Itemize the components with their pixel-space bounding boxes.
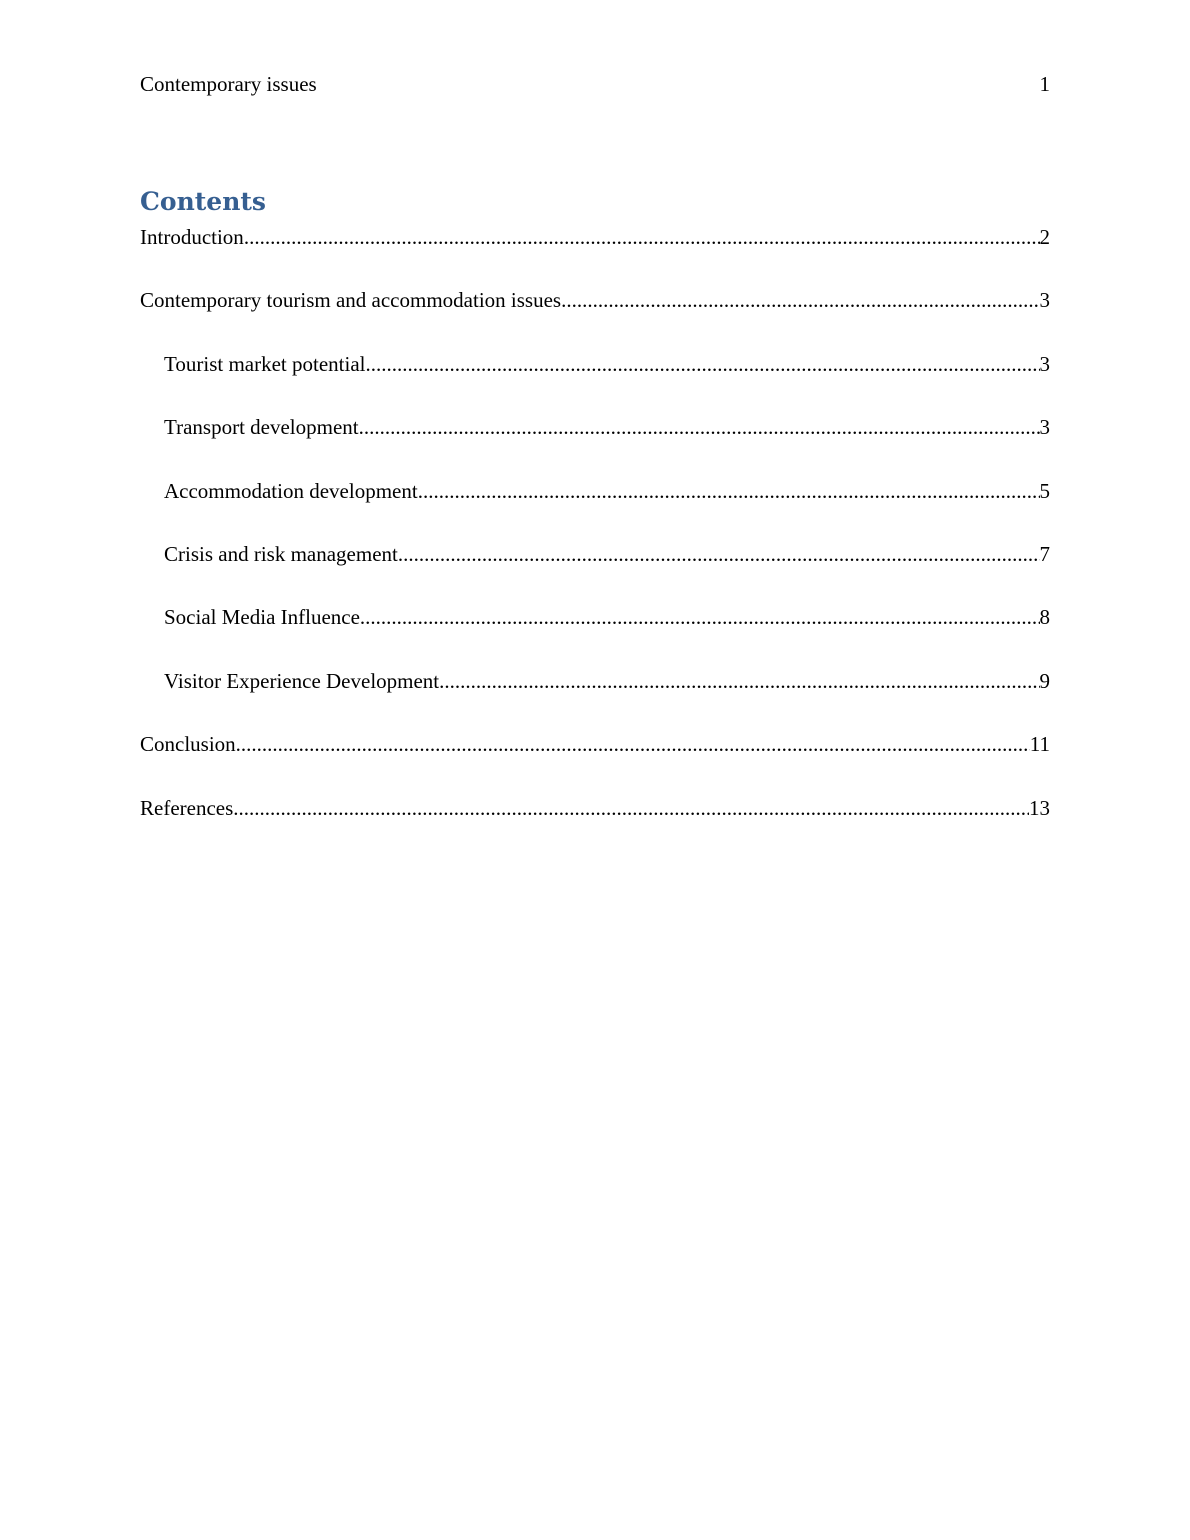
toc-entry-page: 3: [1039, 288, 1050, 313]
dot-leader: [233, 793, 1029, 823]
toc-entry-introduction[interactable]: [140, 222, 1050, 285]
page-header: [140, 70, 1050, 98]
dot-leader: [561, 285, 1039, 315]
toc-entry-title: Tourist market potential: [164, 351, 366, 376]
running-head: Contemporary issues: [140, 72, 317, 96]
dot-leader: [418, 476, 1040, 506]
toc-entry-accommodation-development[interactable]: [140, 476, 1050, 539]
toc-entry-page: 3: [1039, 351, 1050, 376]
toc-entry-page: 2: [1039, 225, 1050, 249]
toc-entry-page: 13: [1029, 795, 1050, 820]
table-of-contents: [140, 222, 1050, 856]
toc-entry-title: Crisis and risk management: [164, 541, 398, 566]
toc-entry-title: Visitor Experience Development: [164, 668, 440, 693]
toc-entry-social-media-influence[interactable]: [140, 602, 1050, 665]
toc-entry-page: 8: [1039, 605, 1050, 630]
toc-entry-transport-development[interactable]: [140, 412, 1050, 475]
dot-leader: [439, 666, 1039, 696]
dot-leader: [360, 602, 1040, 632]
toc-entry-title: Transport development: [164, 415, 359, 440]
toc-entry-title: Conclusion: [140, 732, 236, 757]
dot-leader: [244, 222, 1040, 252]
toc-entry-title: Accommodation development: [164, 478, 418, 503]
dot-leader: [236, 729, 1030, 759]
dot-leader: [359, 412, 1040, 442]
toc-entry-crisis-risk-management[interactable]: [140, 539, 1050, 602]
toc-entry-page: 3: [1039, 415, 1050, 440]
toc-entry-title: Contemporary tourism and accommodation issues: [140, 288, 562, 313]
toc-entry-visitor-experience[interactable]: [140, 666, 1050, 729]
dot-leader: [365, 349, 1039, 379]
toc-heading: Contents: [140, 187, 267, 216]
toc-entry-conclusion[interactable]: [140, 729, 1050, 792]
toc-entry-title: References: [140, 795, 234, 820]
toc-entry-contemporary-issues[interactable]: [140, 285, 1050, 348]
toc-entry-tourist-market-potential[interactable]: [140, 349, 1050, 412]
toc-entry-page: 5: [1039, 478, 1050, 503]
toc-entry-page: 9: [1039, 668, 1050, 693]
toc-entry-page: 11: [1029, 732, 1050, 757]
page-number: 1: [1039, 72, 1050, 96]
toc-entry-title: Introduction: [140, 225, 244, 249]
dot-leader: [398, 539, 1040, 569]
toc-entry-title: Social Media Influence: [164, 605, 360, 630]
toc-entry-references[interactable]: [140, 793, 1050, 856]
toc-entry-page: 7: [1039, 541, 1050, 566]
